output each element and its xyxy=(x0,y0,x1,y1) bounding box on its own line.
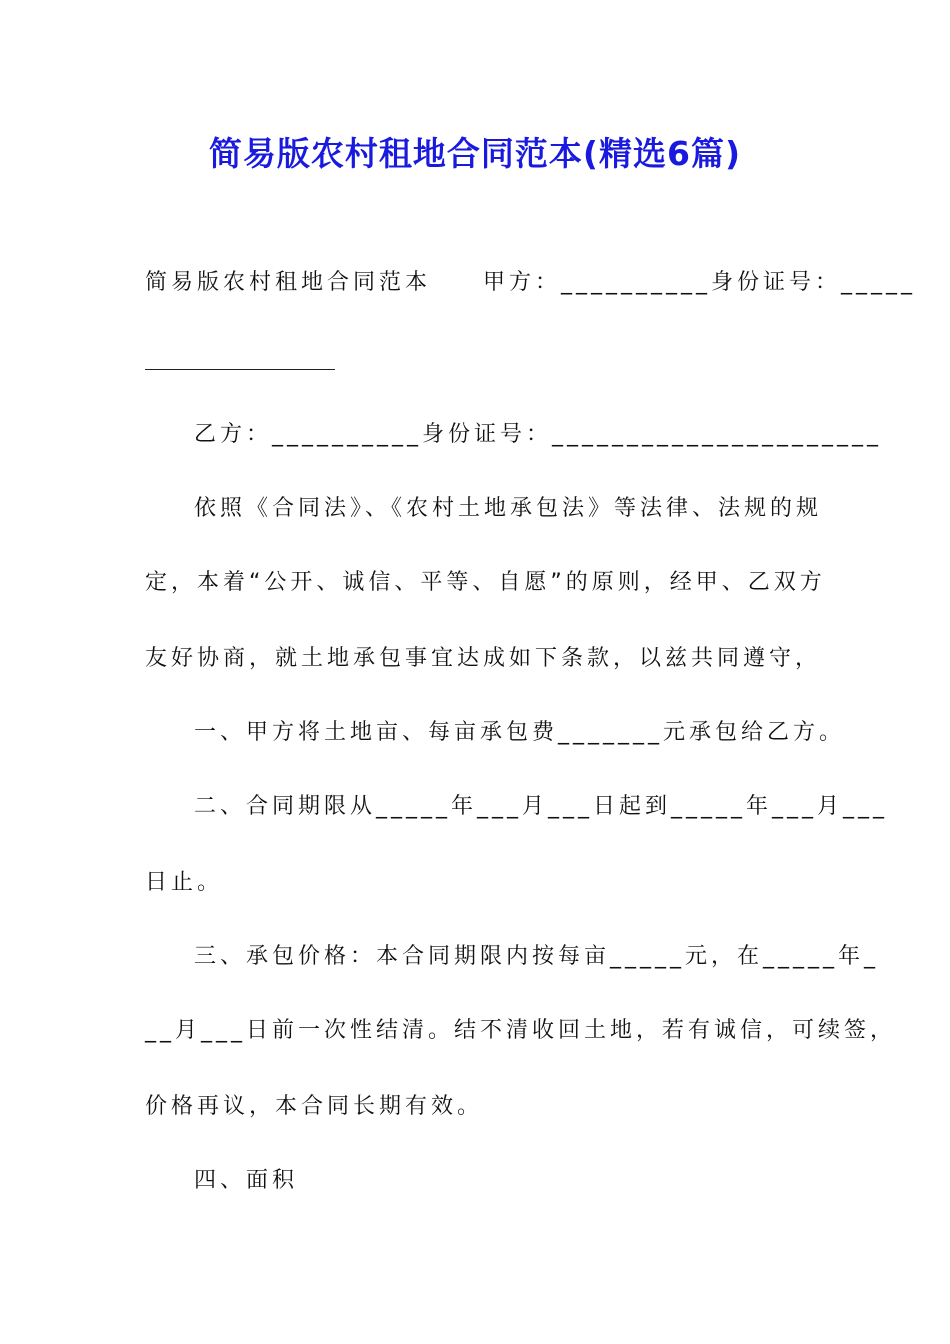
party-a-id-continuation-line xyxy=(145,369,335,370)
clause-3-line-2: __月___日前一次性结清。结不清收回土地，若有诚信，可续签， xyxy=(145,1018,897,1043)
clause-4: 四、面积 xyxy=(194,1168,299,1193)
party-b-line: 乙方：__________身份证号：______________________ xyxy=(194,422,883,447)
clause-2-line-1: 二、合同期限从_____年___月___日起到_____年___月___ xyxy=(194,794,889,819)
paragraph-intro-line-2: 定，本着“公开、诚信、平等、自愿”的原则，经甲、乙双方 xyxy=(145,570,826,595)
party-a-line: 简易版农村租地合同范本 甲方：__________身份证号：_____ xyxy=(145,270,917,295)
clause-2-line-2: 日止。 xyxy=(145,870,224,895)
clause-3-line-1: 三、承包价格：本合同期限内按每亩_____元，在_____年_ xyxy=(194,944,880,969)
clause-3-line-3: 价格再议，本合同长期有效。 xyxy=(145,1094,484,1119)
clause-1: 一、甲方将土地亩、每亩承包费_______元承包给乙方。 xyxy=(194,720,846,745)
document-title: 简易版农村租地合同范本(精选6篇) xyxy=(208,134,742,173)
paragraph-intro-line-3: 友好协商，就土地承包事宜达成如下条款，以兹共同遵守， xyxy=(145,646,822,671)
paragraph-intro-line-1: 依照《合同法》、《农村土地承包法》等法律、法规的规 xyxy=(194,496,823,521)
